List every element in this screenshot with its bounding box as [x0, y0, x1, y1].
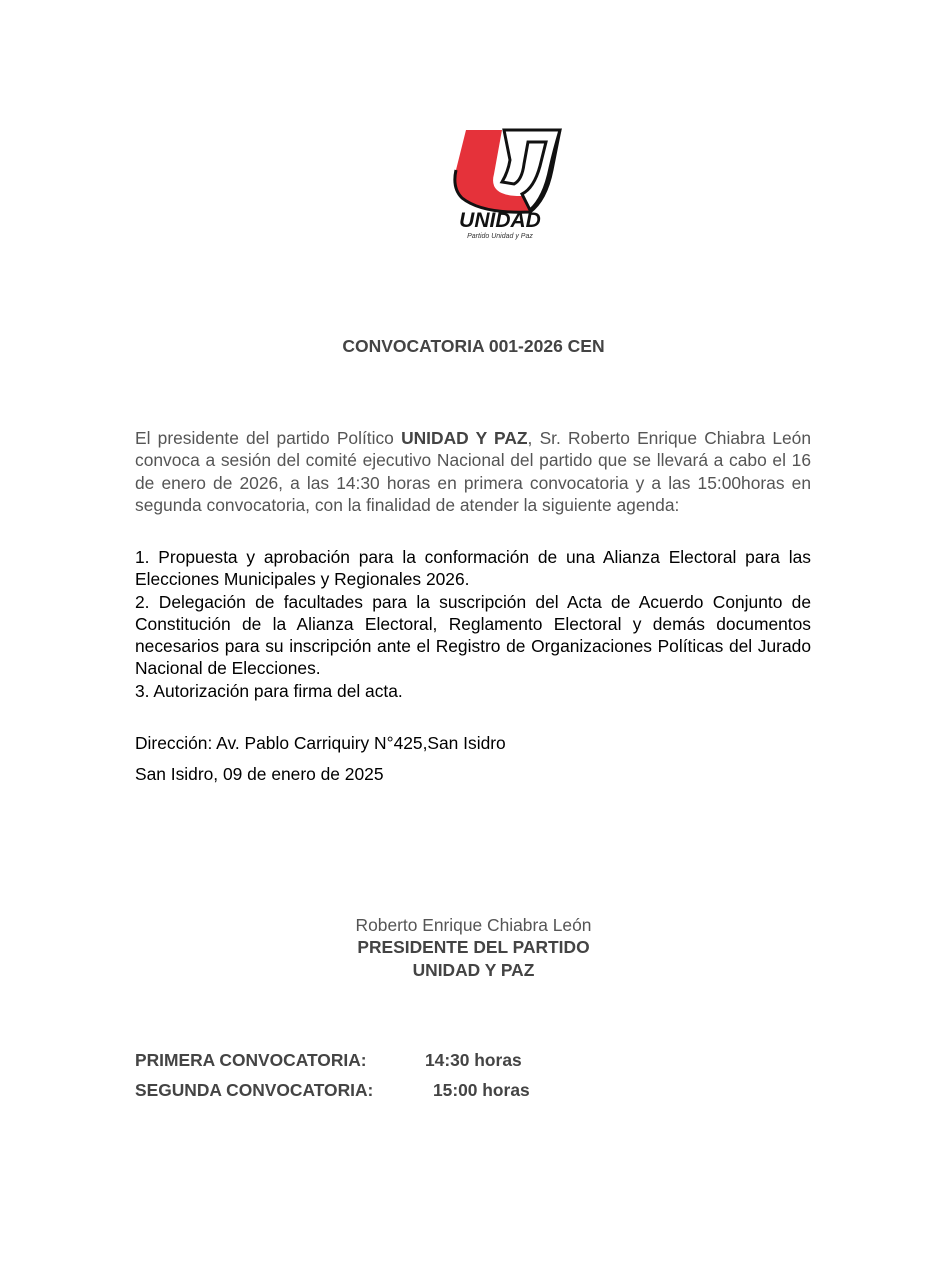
intro-part-1: El presidente del partido Político [135, 428, 402, 448]
convocatoria-label: PRIMERA CONVOCATORIA: [135, 1050, 367, 1070]
signer-role: PRESIDENTE DEL PARTIDO [357, 937, 590, 958]
agenda-item: 1. Propuesta y aprobación para la conformación de una Alianza Electoral para las Elecciones Municipales y Regionales 2026. [135, 547, 811, 590]
signature-block [0, 914, 947, 981]
logo-tagline: Partido Unidad y Paz [467, 233, 533, 240]
date-line: San Isidro, 09 de enero de 2025 [135, 764, 384, 784]
party-name: UNIDAD Y PAZ [401, 428, 528, 448]
convocatoria-time: 15:00 horas [433, 1080, 530, 1100]
agenda-item: 2. Delegación de facultades para la suscripción del Acta de Acuerdo Conjunto de Constitución de la Alianza Electoral, Reglamento Electoral y demás documentos necesarios para su inscripción ante el Registro de Organizaciones Políticas del Jurado Nacional de Elecciones. [135, 591, 811, 679]
document-title: CONVOCATORIA 001-2026 CEN [342, 336, 605, 356]
intro-paragraph [135, 427, 811, 516]
logo-brand-text: UNIDAD [459, 209, 541, 232]
intro-part-2: , Sr. Roberto Enrique Chiabra León convoca a sesión del comité ejecutivo Nacional del partido que se llevará a cabo el 16 de enero de 2026, a las 14:30 horas en primera convocatoria y a las 15:00horas en segunda convocatoria, con la finalidad de atender la siguiente agenda: [135, 428, 812, 515]
convocatoria-label: SEGUNDA CONVOCATORIA: [135, 1080, 374, 1100]
address-line: Dirección: Av. Pablo Carriquiry N°425,San Isidro [135, 733, 506, 753]
agenda-item: 3. Autorización para firma del acta. [135, 680, 403, 701]
convocatoria-time: 14:30 horas [425, 1050, 522, 1070]
signer-party: UNIDAD Y PAZ [412, 959, 535, 980]
unidad-logo-icon [442, 124, 566, 244]
convocatoria-row [135, 1080, 530, 1101]
convocatoria-row [135, 1050, 522, 1071]
signer-name: Roberto Enrique Chiabra León [355, 915, 592, 935]
party-logo [442, 124, 566, 244]
agenda-list [135, 546, 811, 702]
